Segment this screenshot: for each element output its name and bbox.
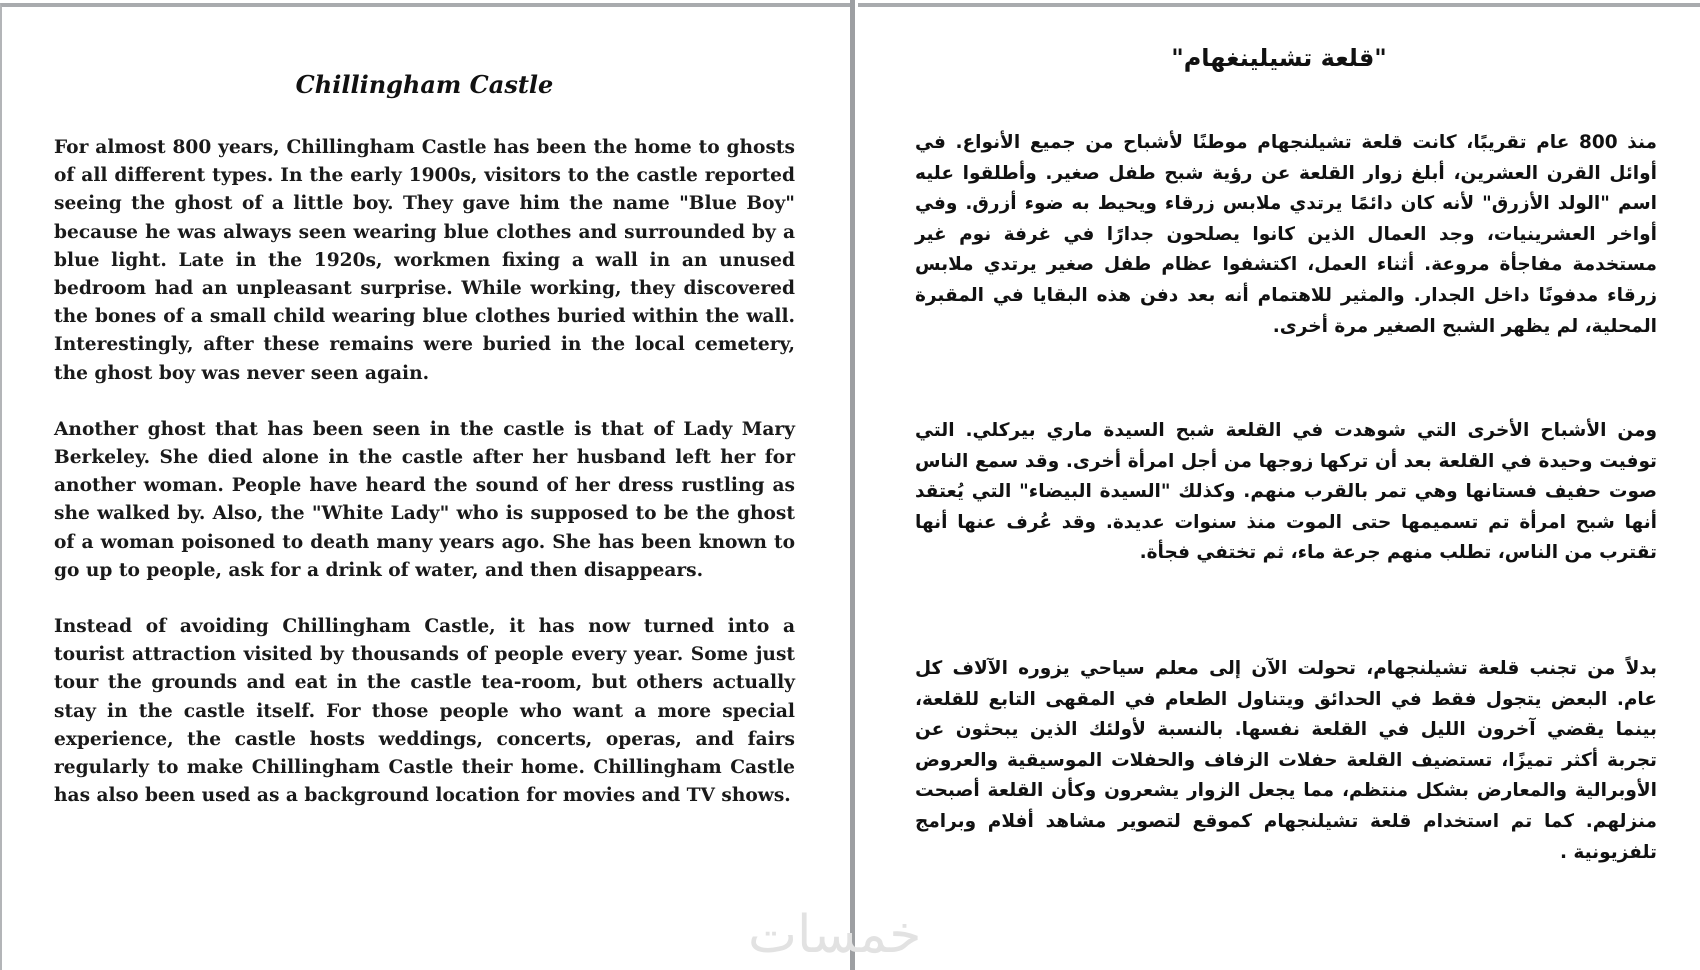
english-paragraph-3: Instead of avoiding Chillingham Castle, it has now turned into a tourist attraction visited by thousands of people every year. Some just tour the grounds and eat in the castle tea-room, but others actually stay in the castle itself. For those people who want a more special experience, the castle hosts weddings, concerts, operas, and fairs regularly to make Chillingham Castle their home. Chillingham Castle has also been used as a background location for movies and TV shows.	[54, 616, 795, 807]
english-body	[54, 134, 795, 838]
english-paragraph-2: Another ghost that has been seen in the castle is that of Lady Mary Berkeley. She died alone in the castle after her husband left her for another woman. People have heard the sound of her dress rustling as she walked by. Also, the "White Lady" who is supposed to be the ghost of a woman poisoned to death many years ago. She has been known to go up to people, ask for a drink of water, and then disappears.	[54, 418, 795, 581]
english-title: Chillingham Castle	[295, 70, 554, 99]
english-paragraph-1: For almost 800 years, Chillingham Castle has been the home to ghosts of all different types. In the early 1900s, visitors to the castle reported seeing the ghost of a little boy. They gave him the name "Blue Boy" because he was always seen wearing blue clothes and surrounded by a blue light. Late in the 1920s, workmen fixing a wall in an unused bedroom had an unpleasant surprise. While working, they discovered the bones of a small child wearing blue clothes buried within the wall. Interestingly, after these remains were buried in the local cemetery, the ghost boy was never seen again.	[54, 137, 795, 384]
arabic-paragraph-2: ومن الأشباح الأخرى التي شوهدت في القلعة شبح السيدة ماري بيركلي. التي توفيت وحيدة في القلعة بعد أن تركها زوجها من أجل امرأة أخرى. وقد سمع الناس صوت حفيف فستانها وهي تمر بالقرب منهم. وكذلك "السيدة البيضاء" التي يُعتقد أنها شبح امرأة تم تسميمها حتى الموت منذ سنوات عديدة. وقد عُرف عنها أنها تقترب من الناس، تطلب منهم جرعة ماء، ثم تختفي فجأة.	[915, 420, 1657, 564]
arabic-paragraph-1: منذ 800 عام تقريبًا، كانت قلعة تشيلنجهام موطنًا لأشباح من جميع الأنواع. في أوائل القرن العشرين، أبلغ زوار القلعة عن رؤية شبح طفل صغير. وأطلقوا عليه اسم "الولد الأزرق" لأنه كان دائمًا يرتدي ملابس زرقاء ويحيط به ضوء أزرق. وفي أواخر العشرينيات، وجد العمال الذين كانوا يصلحون جدارًا في غرفة نوم غير مستخدمة مفاجأة مروعة. أثناء العمل، اكتشفوا عظام طفل صغير يرتدي ملابس زرقاء مدفونًا داخل الجدار. والمثير للاهتمام أنه بعد دفن هذه البقايا في المقبرة المحلية، لم يظهر الشبح الصغير مرة أخرى.	[915, 132, 1657, 337]
watermark-logo: خمسات	[748, 905, 922, 965]
arabic-title: "قلعة تشيلينغهام"	[1171, 44, 1387, 72]
arabic-paragraph-3: بدلاً من تجنب قلعة تشيلنجهام، تحولت الآن إلى معلم سياحي يزوره الآلاف كل عام. البعض يتجول فقط في الحدائق ويتناول الطعام في المقهى التابع للقلعة، بينما يقضي آخرون الليل في القلعة نفسها. بالنسبة لأولئك الذين يبحثون عن تجربة أكثر تميزًا، تستضيف القلعة حفلات الزفاف والحفلات الموسيقية والعروض الأوبرالية والمعارض بشكل منتظم، مما يجعل الزوار يشعرون وكأن القلعة أصبحت منزلهم. كما تم استخدام قلعة تشيلنجهام كموقع لتصوير مشاهد أفلام وبرامج تلفزيونية .	[915, 658, 1657, 863]
page-divider	[850, 0, 855, 970]
